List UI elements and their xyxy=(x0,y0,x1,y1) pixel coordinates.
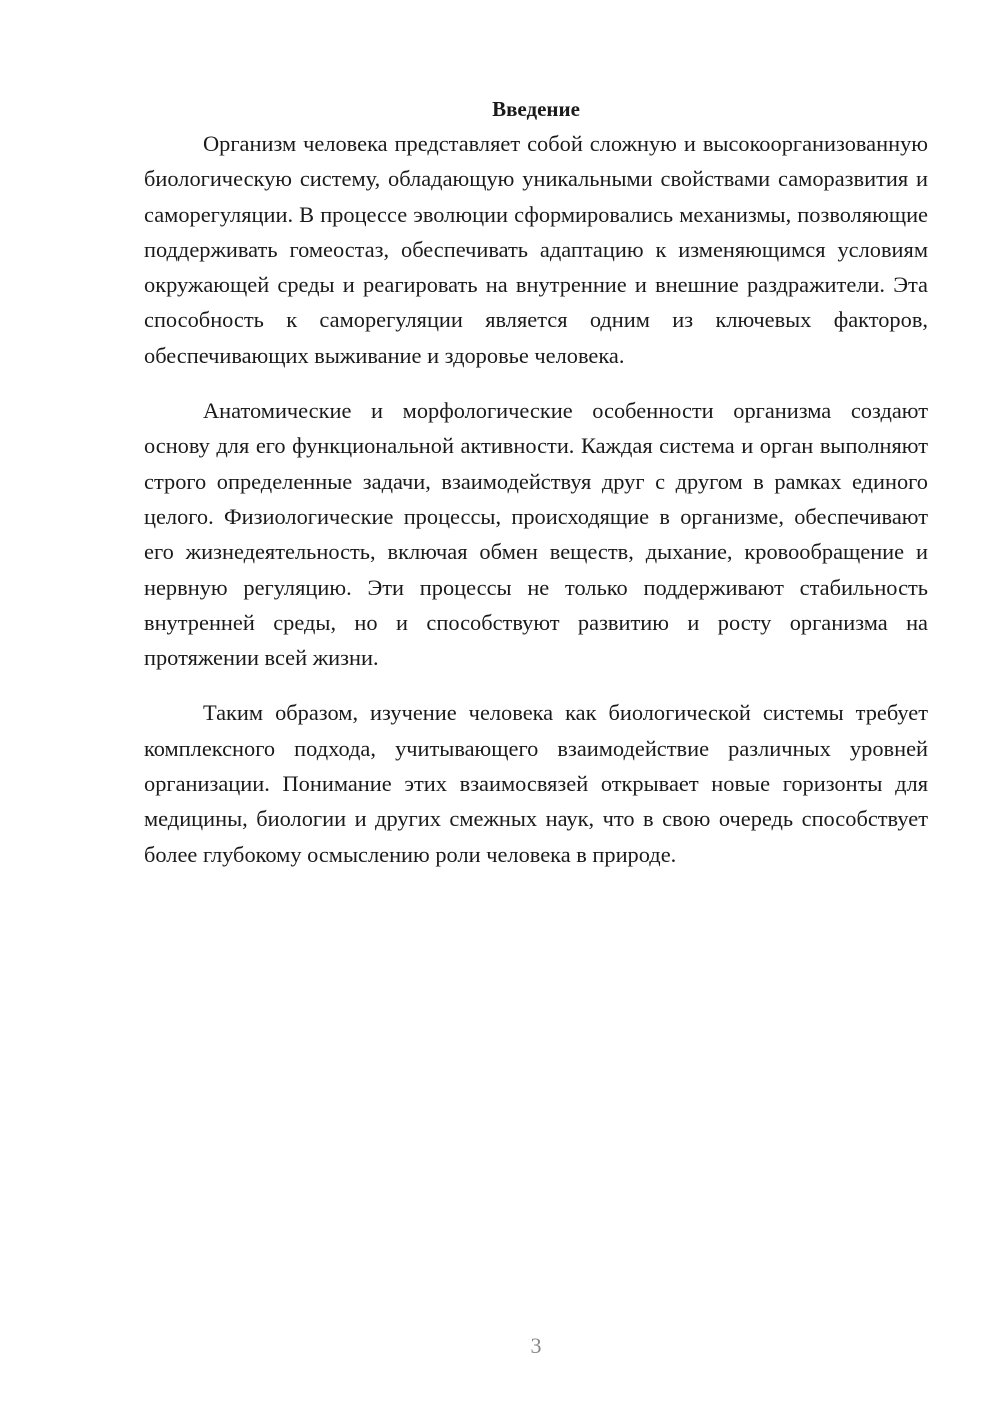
page-content xyxy=(144,92,928,872)
paragraph-3: Таким образом, изучение человека как биологической системы требует комплексного подхода, учитывающего взаимодействие различных уровней организации. Понимание этих взаимосвязей открывает новые горизонты для медицины, биологии и других смежных наук, что в свою очередь способствует более глубокому осмыслению роли человека в природе. xyxy=(144,700,928,867)
page-number: 3 xyxy=(530,1333,542,1358)
section-heading: Введение xyxy=(492,97,580,121)
paragraph-2: Анатомические и морфологические особенности организма создают основу для его функциональной активности. Каждая система и орган выполняют строго определенные задачи, взаимодействуя друг с другом в рамках единого целого. Физиологические процессы, происходящие в организме, обеспечивают его жизнедеятельность, включая обмен веществ, дыхание, кровообращение и нервную регуляцию. Эти процессы не только поддерживают стабильность внутренней среды, но и способствуют развитию и росту организма на протяжении всей жизни. xyxy=(144,398,928,671)
paragraph-1: Организм человека представляет собой сложную и высокоорганизованную биологическую систему, обладающую уникальными свойствами саморазвития и саморегуляции. В процессе эволюции сформировались механизмы, позволяющие поддерживать гомеостаз, обеспечивать адаптацию к изменяющимся условиям окружающей среды и реагировать на внутренние и внешние раздражители. Эта способность к саморегуляции является одним из ключевых факторов, обеспечивающих выживание и здоровье человека. xyxy=(144,131,928,368)
